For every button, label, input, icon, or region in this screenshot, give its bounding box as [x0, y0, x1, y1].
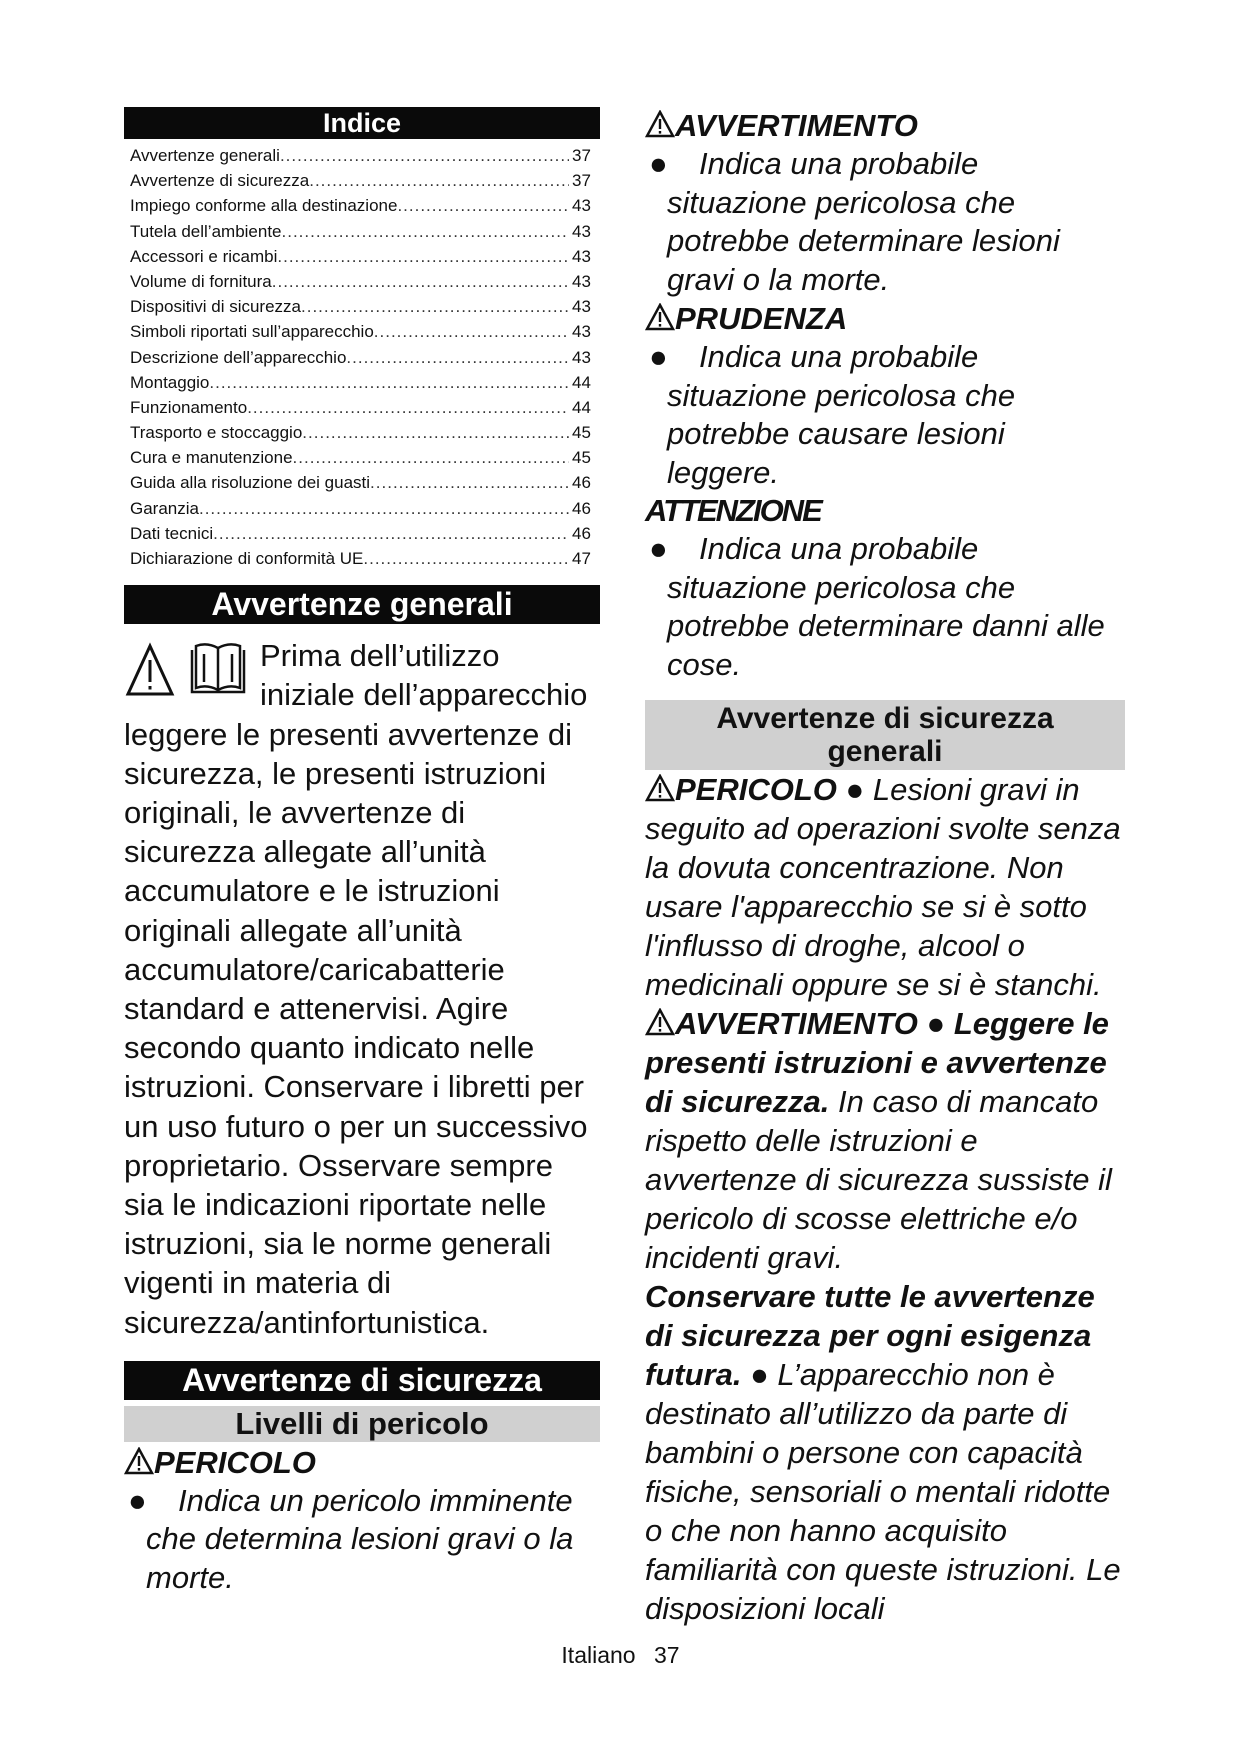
toc-entry: Volume di fornitura ..... 43	[130, 269, 600, 294]
danger-level-description: ● Indica un pericolo imminente che determina lesioni gravi o la morte.	[128, 1482, 574, 1595]
left-column	[124, 107, 600, 1597]
manual-book-icon	[192, 645, 244, 693]
warning-triangle-icon	[645, 110, 675, 138]
toc-entry: Dispositivi di sicurezza ..... 43	[130, 294, 600, 319]
warning-triangle-icon	[124, 1447, 154, 1475]
warning-triangle-icon	[645, 774, 675, 802]
toc-entry: Cura e manutenzione ..... 45	[130, 445, 600, 470]
toc-entry: Avvertenze generali ..... 37	[130, 143, 600, 168]
warning-and-manual-icons	[124, 640, 254, 704]
toc-entry: Accessori e ricambi ..... 43	[130, 244, 600, 269]
toc-entry: Avvertenze di sicurezza ..... 37	[130, 168, 600, 193]
toc-entry: Impiego conforme alla destinazione ..... 43	[130, 193, 600, 218]
warning-level-description: ● Indica una probabile situazione pericolosa che potrebbe determinare lesioni gravi o la morte.	[649, 146, 1060, 297]
caution-level-title: PRUDENZA	[645, 300, 1125, 338]
warning-triangle-icon	[128, 646, 172, 694]
attention-level-title: ATTENZIONE	[645, 493, 821, 528]
index-heading: Indice	[124, 107, 600, 139]
toc-entry: Simboli riportati sull’apparecchio ..... 43	[130, 319, 600, 344]
general-safety-text: PERICOLO ● Lesioni gravi in seguito ad operazioni svolte senza la dovuta concentrazione. Non usare l'apparecchio se si è sotto l'influsso di droghe, alcool o medicinali oppure se si è stanchi. AVVERTIMENTO ● Leggere le presenti istruzioni e avvertenze di sicurezza. In caso di mancato rispetto delle istruzioni e avvertenze di sicurezza sussiste il pericolo di scosse elettriche e/o incidenti gravi. Conservare tutte le avvertenze di sicurezza per ogni esigenza futura. ● L’apparecchio non è destinato all’utilizzo da parte di bambini o persone con capacità fisiche, sensoriali o mentali ridotte o che non hanno acquisito familiarità con queste istruzioni. Le disposizioni locali	[645, 772, 1121, 1626]
hazard-levels-heading: Livelli di pericolo	[124, 1406, 600, 1442]
general-safety-heading: Avvertenze di sicurezza generali	[645, 700, 1125, 770]
warning-level-title: AVVERTIMENTO	[645, 107, 1125, 145]
toc-entry: Guida alla risoluzione dei guasti ..... 46	[130, 470, 600, 495]
footer-language: Italiano	[561, 1642, 636, 1668]
table-of-contents	[124, 143, 600, 571]
right-column	[645, 107, 1125, 1628]
toc-entry: Trasporto e stoccaggio ..... 45	[130, 420, 600, 445]
footer-page-number: 37	[653, 1642, 680, 1668]
warning-triangle-icon	[645, 303, 675, 331]
toc-entry: Montaggio ..... 44	[130, 370, 600, 395]
danger-level-title: PERICOLO	[124, 1444, 600, 1482]
safety-warnings-heading: Avvertenze di sicurezza	[124, 1361, 600, 1400]
general-warnings-heading: Avvertenze generali	[124, 585, 600, 624]
toc-entry: Funzionamento ..... 44	[130, 395, 600, 420]
toc-entry: Descrizione dell’apparecchio ..... 43	[130, 345, 600, 370]
warning-triangle-icon	[645, 1008, 675, 1036]
toc-entry: Tutela dell’ambiente ..... 43	[130, 219, 600, 244]
general-warnings-text: Prima dell’utilizzo iniziale dell’apparecchio leggere le presenti avvertenze di sicurezza, le presenti istruzioni originali, le avvertenze di sicurezza allegate all’unità accumulatore e le istruzioni originali allegate all’unità accumulatore/caricabatterie standard e attenervisi. Agire secondo quanto indicato nelle istruzioni. Conservare i libretti per un uso futuro o per un successivo proprietario. Osservare sempre sia le indicazioni riportate nelle istruzioni, sia le norme generali vigenti in materia di sicurezza/antinfortunistica.	[124, 638, 588, 1340]
attention-level-description: ● Indica una probabile situazione pericolosa che potrebbe determinare danni alle cose.	[649, 531, 1105, 682]
toc-entry: Dati tecnici ..... 46	[130, 521, 600, 546]
caution-level-description: ● Indica una probabile situazione pericolosa che potrebbe causare lesioni leggere.	[649, 339, 1016, 490]
toc-entry: Dichiarazione di conformità UE ..... 47	[130, 546, 600, 571]
toc-entry: Garanzia ..... 46	[130, 496, 600, 521]
page-footer	[0, 1642, 1241, 1669]
